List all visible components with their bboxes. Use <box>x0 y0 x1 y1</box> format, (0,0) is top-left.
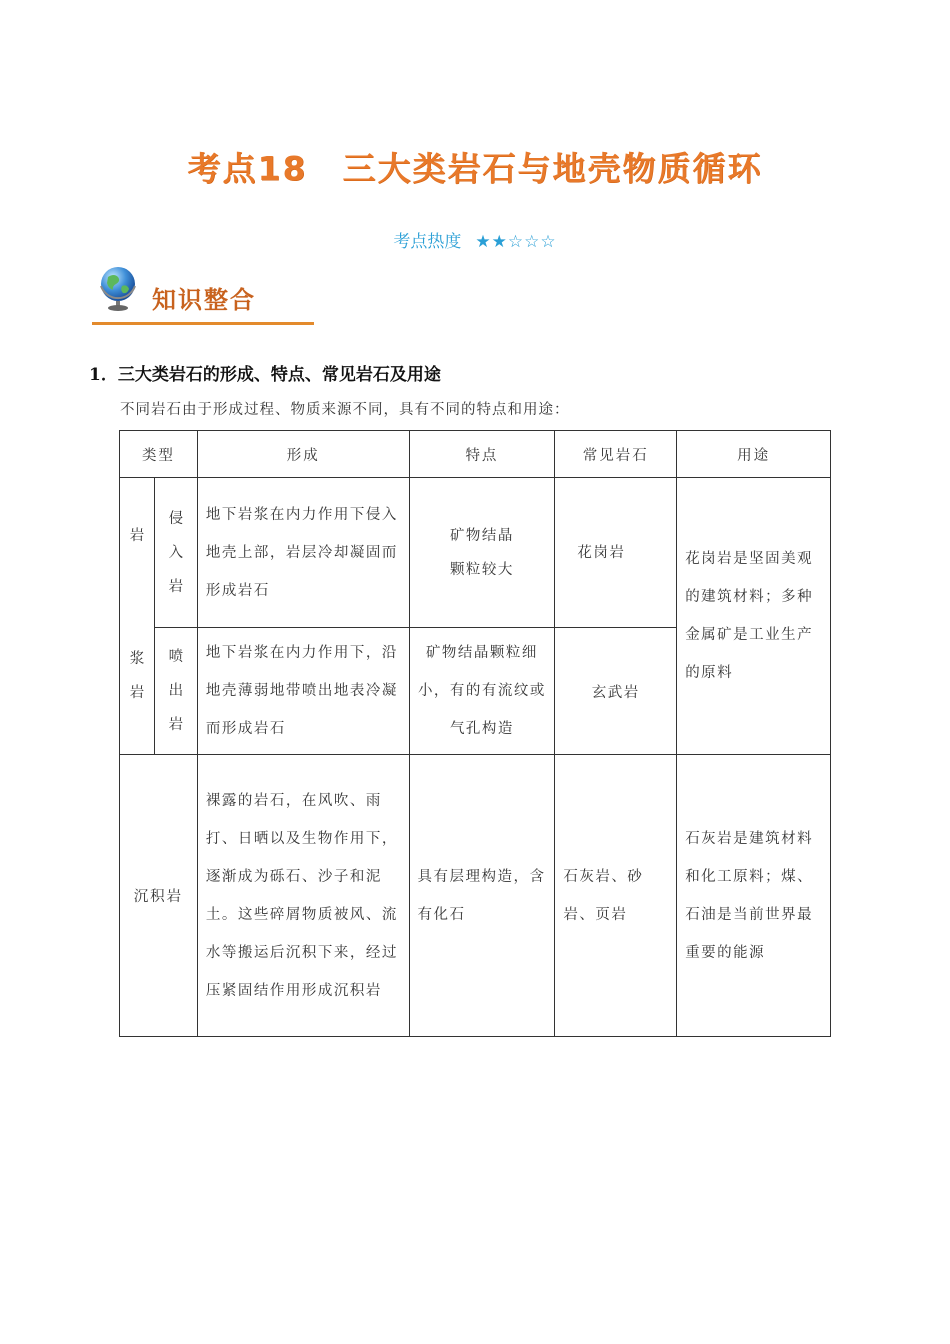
rock-table <box>119 430 831 1037</box>
intrusive-type: 侵 入 岩 <box>154 478 197 628</box>
header-feature: 特点 <box>409 431 555 478</box>
table-row <box>120 755 831 1037</box>
heat-stars: ★★☆☆☆ <box>475 232 557 252</box>
header-use: 用途 <box>677 431 831 478</box>
header-type: 类型 <box>120 431 198 478</box>
igneous-use: 花岗岩是坚固美观的建筑材料；多种金属矿是工业生产的原料 <box>677 478 831 755</box>
globe-icon <box>96 264 144 312</box>
heat-rating <box>0 227 950 252</box>
header-formation: 形成 <box>197 431 409 478</box>
sedimentary-type: 沉积岩 <box>120 755 198 1037</box>
table-row <box>120 478 831 628</box>
intrusive-formation: 地下岩浆在内力作用下侵入地壳上部，岩层冷却凝固而形成岩石 <box>197 478 409 628</box>
intro-text: 不同岩石由于形成过程、物质来源不同，具有不同的特点和用途： <box>120 402 570 418</box>
extrusive-feature: 矿物结晶颗粒细小，有的有流纹或气孔构造 <box>409 628 555 755</box>
extrusive-formation: 地下岩浆在内力作用下，沿地壳薄弱地带喷出地表冷凝而形成岩石 <box>197 628 409 755</box>
banner-label: 知识整合 <box>152 286 256 314</box>
extrusive-type: 喷 出 岩 <box>154 628 197 755</box>
section-heading: 1．三大类岩石的形成、特点、常见岩石及用途 <box>89 365 441 385</box>
knowledge-banner <box>92 262 314 328</box>
page-title: 考点18 三大类岩石与地壳物质循环 <box>187 149 763 188</box>
table-header-row <box>120 431 831 478</box>
sedimentary-use: 石灰岩是建筑材料和化工原料；煤、石油是当前世界最重要的能源 <box>677 755 831 1037</box>
header-example: 常见岩石 <box>555 431 677 478</box>
heat-label: 考点热度 <box>393 232 462 252</box>
sedimentary-formation: 裸露的岩石，在风吹、雨打、日晒以及生物作用下，逐渐成为砾石、沙子和泥土。这些碎屑物质被风、流水等搬运后沉积下来，经过压紧固结作用形成沉积岩 <box>197 755 409 1037</box>
extrusive-example: 玄武岩 <box>555 628 677 755</box>
sedimentary-example: 石灰岩、砂岩、页岩 <box>555 755 677 1037</box>
intrusive-example: 花岗岩 <box>555 478 677 628</box>
banner-underline <box>92 322 314 325</box>
intrusive-feature: 矿物结晶 颗粒较大 <box>409 478 555 628</box>
magma-rock-label: 岩 浆 岩 <box>120 478 155 755</box>
sedimentary-feature: 具有层理构造，含有化石 <box>409 755 555 1037</box>
